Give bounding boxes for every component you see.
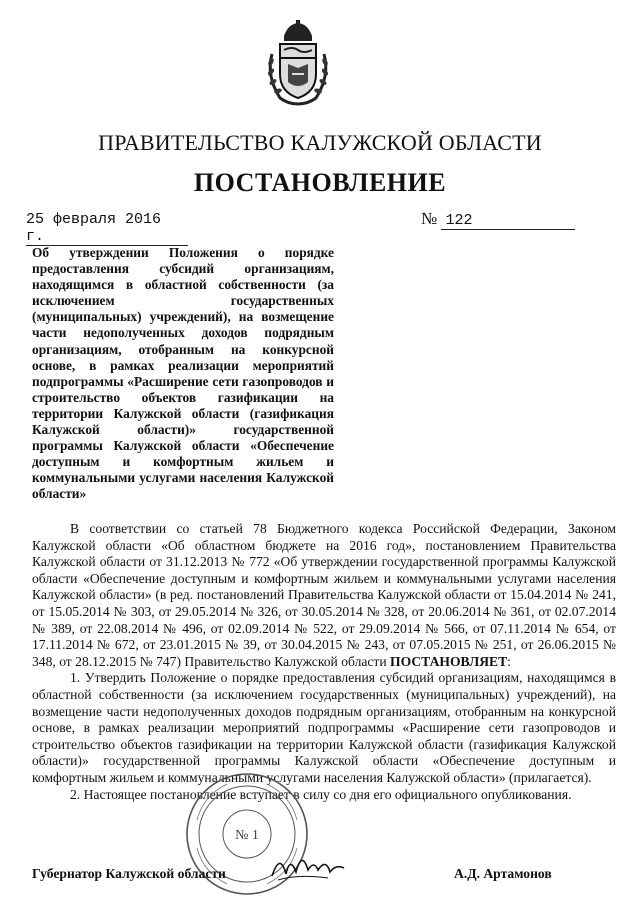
- clause-2: 2. Настоящее постановление вступает в силу со дня его официального опубликования.: [70, 786, 572, 802]
- number-value: 122: [441, 212, 575, 230]
- stamp-number: № 1: [235, 828, 259, 843]
- document-date: 25 февраля 2016 г.: [26, 211, 188, 246]
- document-number: [421, 209, 575, 230]
- government-title: ПРАВИТЕЛЬСТВО КАЛУЖСКОЙ ОБЛАСТИ: [98, 130, 542, 155]
- decree-colon: :: [507, 653, 511, 669]
- preamble-paragraph: [32, 521, 616, 670]
- signatory-position: Губернатор Калужской области: [32, 866, 226, 881]
- document-subject: Об утверждении Положения о порядке предоставления субсидий организациям, находящимся в областной собственности (за исключением государственных (муниципальных) учреждений), на возмещение части недополученных доходов подрядным организациям, отобранным на конкурсной основе, в рамках реализации мероприятий подпрограммы «Расширение сети газопроводов и строительство объектов газификации на территории Калужской области (газификация Калужской области)» государственной программы Калужской области «Обеспечение доступным и комфортным жильем и коммунальными услугами населения Калужской области»: [32, 245, 334, 502]
- number-sign: №: [421, 209, 438, 228]
- preamble-text: В соответствии со статьей 78 Бюджетного кодекса Российской Федерации, Законом Калужской области «Об областном бюджете на 2016 год», постановлением Правительства Калужской области от 31.12.2013 № 772 «Об утверждении государственной программы Калужской области «Обеспечение доступным и комфортным жильем и коммунальными услугами населения Калужской области» (в ред. постановлений Правительства Калужской области от 15.04.2014 № 241, от 15.05.2014 № 303, от 29.05.2014 № 326, от 30.05.2014 № 328, от 20.06.2014 № 361, от 02.07.2014 № 389, от 22.08.2014 № 496, от 02.09.2014 № 522, от 29.09.2014 № 566, от 07.11.2014 № 654, от 17.11.2014 № 672, от 23.01.2015 № 39, от 30.04.2015 № 243, от 07.05.2015 № 251, от 26.06.2015 № 348, от 28.12.2015 № 747) Правительство Калужской области: [32, 521, 616, 669]
- handwritten-signature: [268, 846, 348, 886]
- document-type-heading: ПОСТАНОВЛЕНИЕ: [193, 168, 447, 197]
- decree-word: ПОСТАНОВЛЯЕТ: [390, 653, 508, 669]
- clause-1: 1. Утвердить Положение о порядке предоставления субсидий организациям, находящимся в областной собственности (за исключением государственных (муниципальных) учреждений), на возмещение части недополученных доходов подрядным организациям, отобранным на конкурсной основе, в рамках реализации мероприятий подпрограммы «Расширение сети газопроводов и строительство объектов газификации на территории Калужской области (газификация Калужской области)» государственной программы Калужской области «Обеспечение доступным и комфортным жильем и коммунальными услугами населения Калужской области» (прилагается).: [32, 670, 616, 785]
- document-body: [32, 521, 616, 803]
- coat-of-arms-emblem: [262, 20, 334, 106]
- signatory-name: А.Д. Артамонов: [454, 866, 552, 881]
